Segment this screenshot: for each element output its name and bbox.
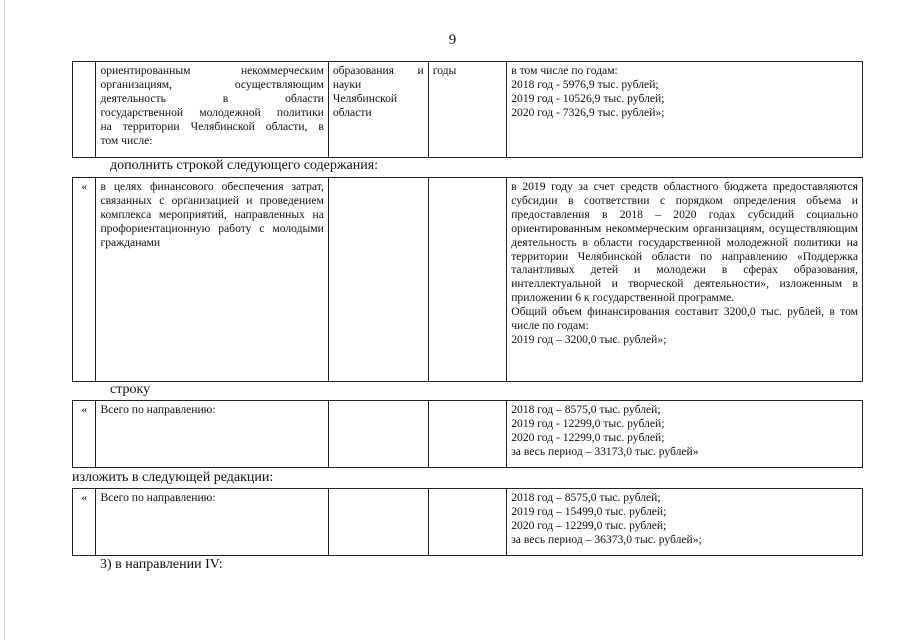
cell-executor — [328, 62, 428, 158]
text-line: 2020 год – 12299,0 тыс. рублей; — [511, 518, 667, 532]
table-row — [73, 178, 863, 382]
cell-description: Всего по направлению: — [96, 489, 328, 556]
text-line: науки — [332, 77, 362, 91]
cell-quote-mark: « — [73, 401, 96, 468]
text-line: Челябинской — [332, 91, 398, 105]
cell-period — [428, 401, 506, 468]
financing-total: Общий объем финансирования составит 3200,0 тыс. рублей, в том числе по годам: — [511, 305, 858, 333]
financing-year: 2019 год – 3200,0 тыс. рублей»; — [511, 332, 667, 346]
text-line: на территории Челябинской области, в — [100, 119, 324, 133]
text-line: ориентированным некоммерческим — [100, 64, 324, 77]
text-line: 2019 год - 12299,0 тыс. рублей; — [511, 416, 665, 430]
cell-financing — [507, 178, 863, 382]
text-line: 2020 год - 12299,0 тыс. рублей; — [511, 430, 665, 444]
cell-description — [96, 62, 328, 158]
cell-description: Всего по направлению: — [96, 401, 328, 468]
text-line: 2020 год - 7326,9 тыс. рублей»; — [511, 105, 665, 119]
cell-period — [428, 489, 506, 556]
cell-marker — [73, 62, 96, 158]
table-old-total — [72, 400, 863, 468]
instruction-direction-iv: 3) в направлении IV: — [100, 557, 223, 572]
table-row — [73, 401, 863, 468]
cell-period — [428, 178, 506, 382]
text-line: деятельность в области — [100, 91, 324, 105]
cell-executor — [328, 401, 428, 468]
text-line: том числе: — [100, 133, 153, 147]
cell-quote-mark: « — [73, 489, 96, 556]
text-line: в том числе по годам: — [511, 64, 618, 77]
cell-financing — [507, 62, 863, 158]
text-line: 2019 год – 15499,0 тыс. рублей; — [511, 504, 667, 518]
table-new-total — [72, 488, 863, 556]
text-line: 2018 год - 5976,9 тыс. рублей; — [511, 77, 659, 91]
text-line: организациям, осуществляющим — [100, 77, 324, 91]
page-edge — [4, 0, 5, 640]
text-line: за весь период – 33173,0 тыс. рублей» — [511, 444, 699, 458]
page-number: 9 — [448, 32, 457, 48]
table-row — [73, 62, 863, 158]
table-row — [73, 489, 863, 556]
text-line: образования и — [332, 64, 424, 77]
cell-financing — [507, 401, 863, 468]
text-line: 2019 год - 10526,9 тыс. рублей; — [511, 91, 665, 105]
table-continuation — [72, 61, 863, 158]
cell-executor — [328, 489, 428, 556]
financing-text: в 2019 году за счет средств областного бюджета предоставляются субсидии в соответствии с порядком определения объема и предоставления в 2018 – 2020 годах субсидий социально ориентированным некоммерческим организациям, осуществляющим деятельность в области государственной молодежной политики на территории Челябинской области по направлению «Поддержка талантливых детей и молодежи в сферах образования, интеллектуальной и творческой деятельности», изложенным в приложении 6 к государственной программе. — [511, 180, 858, 305]
text-line: 2018 год – 8575,0 тыс. рублей; — [511, 403, 661, 416]
cell-executor — [328, 178, 428, 382]
instruction-add-row: дополнить строкой следующего содержания: — [110, 158, 379, 173]
text-line: области — [332, 105, 372, 119]
cell-period: годы — [428, 62, 506, 158]
cell-description: в целях финансового обеспечения затрат, связанных с организацией и проведением комплекса мероприятий, направленных на профориентационную работу с молодыми гражданами — [96, 178, 328, 382]
text-line: 2018 год – 8575,0 тыс. рублей; — [511, 491, 661, 504]
instruction-row: строку — [110, 382, 151, 397]
text-line: государственной молодежной политики — [100, 105, 324, 119]
text-line: за весь период – 36373,0 тыс. рублей»; — [511, 532, 702, 546]
table-new-row — [72, 177, 863, 382]
cell-quote-mark: « — [73, 178, 96, 382]
cell-financing — [507, 489, 863, 556]
instruction-new-edition: изложить в следующей редакции: — [72, 470, 274, 485]
